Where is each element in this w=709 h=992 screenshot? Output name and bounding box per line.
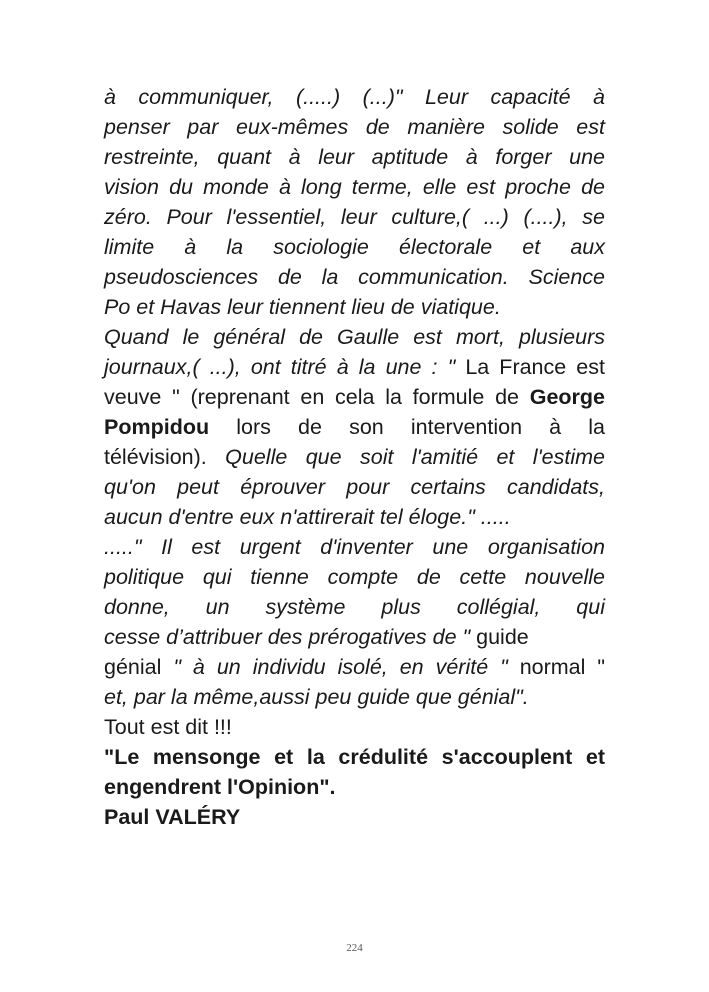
text-line [104,802,605,832]
text-segment: Tout est dit !!! [104,715,232,739]
text-segment: guide [476,625,529,649]
text-segment: vision du monde à long terme, elle est proche de [104,175,605,199]
text-line [104,112,605,142]
text-segment: La France est [465,355,605,379]
text-segment: penser par eux-mêmes de manière solide est [104,115,605,139]
text-line [104,592,605,622]
document-body [104,82,605,832]
text-line [104,352,605,382]
text-segment: restreinte, quant à leur aptitude à forger une [104,145,605,169]
text-segment: normal " [519,655,606,679]
text-segment: Po et Havas leur tiennent lieu de viatique. [104,295,501,319]
text-line [104,172,605,202]
text-line [104,712,605,742]
text-line [104,502,605,532]
text-line [104,472,605,502]
text-segment: lors de son intervention à la [209,415,605,439]
text-segment: Quelle que soit l'amitié et l'estime [225,445,605,469]
text-line [104,292,605,322]
text-segment: limite à la sociologie électorale et aux [104,235,605,259]
text-segment: ....." Il est urgent d'inventer une organisation [104,535,605,559]
text-line [104,412,605,442]
text-line [104,82,605,112]
text-line [104,262,605,292]
page-number: 224 [346,942,363,954]
text-line [104,622,605,652]
text-segment: à communiquer, (.....) (...)" Leur capacité à [104,85,605,109]
text-line [104,562,605,592]
text-segment: George [529,385,605,409]
text-segment: "Le mensonge et la crédulité s'accouplent et [104,745,605,769]
text-line [104,652,605,682]
text-segment: engendrent l'Opinion". [104,775,336,799]
text-line [104,682,605,712]
text-segment: télévision). [104,445,226,469]
text-line [104,232,605,262]
text-segment: Paul VALÉRY [104,805,241,829]
text-line [104,142,605,172]
text-segment: aucun d'entre eux n'attirerait tel éloge." ..... [104,505,511,529]
text-segment: politique qui tienne compte de cette nouvelle [104,565,605,589]
text-segment: veuve " (reprenant en cela la formule de [104,385,530,409]
text-line [104,532,605,562]
text-segment: et, par la même,aussi peu guide que génial". [104,685,529,709]
text-segment: qu'on peut éprouver pour certains candidats, [104,475,605,499]
text-segment: zéro. Pour l'essentiel, leur culture,( ...) (....), se [104,205,605,229]
text-line [104,742,605,772]
text-segment: Quand le général de Gaulle est mort, plusieurs [104,325,605,349]
text-segment: cesse d’attribuer des prérogatives de " [104,625,477,649]
text-segment: Pompidou [104,415,210,439]
text-line [104,202,605,232]
text-line [104,382,605,412]
text-segment: pseudosciences de la communication. Science [104,265,605,289]
text-segment: génial [104,655,174,679]
text-line [104,442,605,472]
text-line [104,772,605,802]
text-segment: journaux,( ...), ont titré à la une : " [104,355,466,379]
text-segment: " à un individu isolé, en vérité " [173,655,520,679]
text-line [104,322,605,352]
text-segment: donne, un système plus collégial, qui [104,595,605,619]
